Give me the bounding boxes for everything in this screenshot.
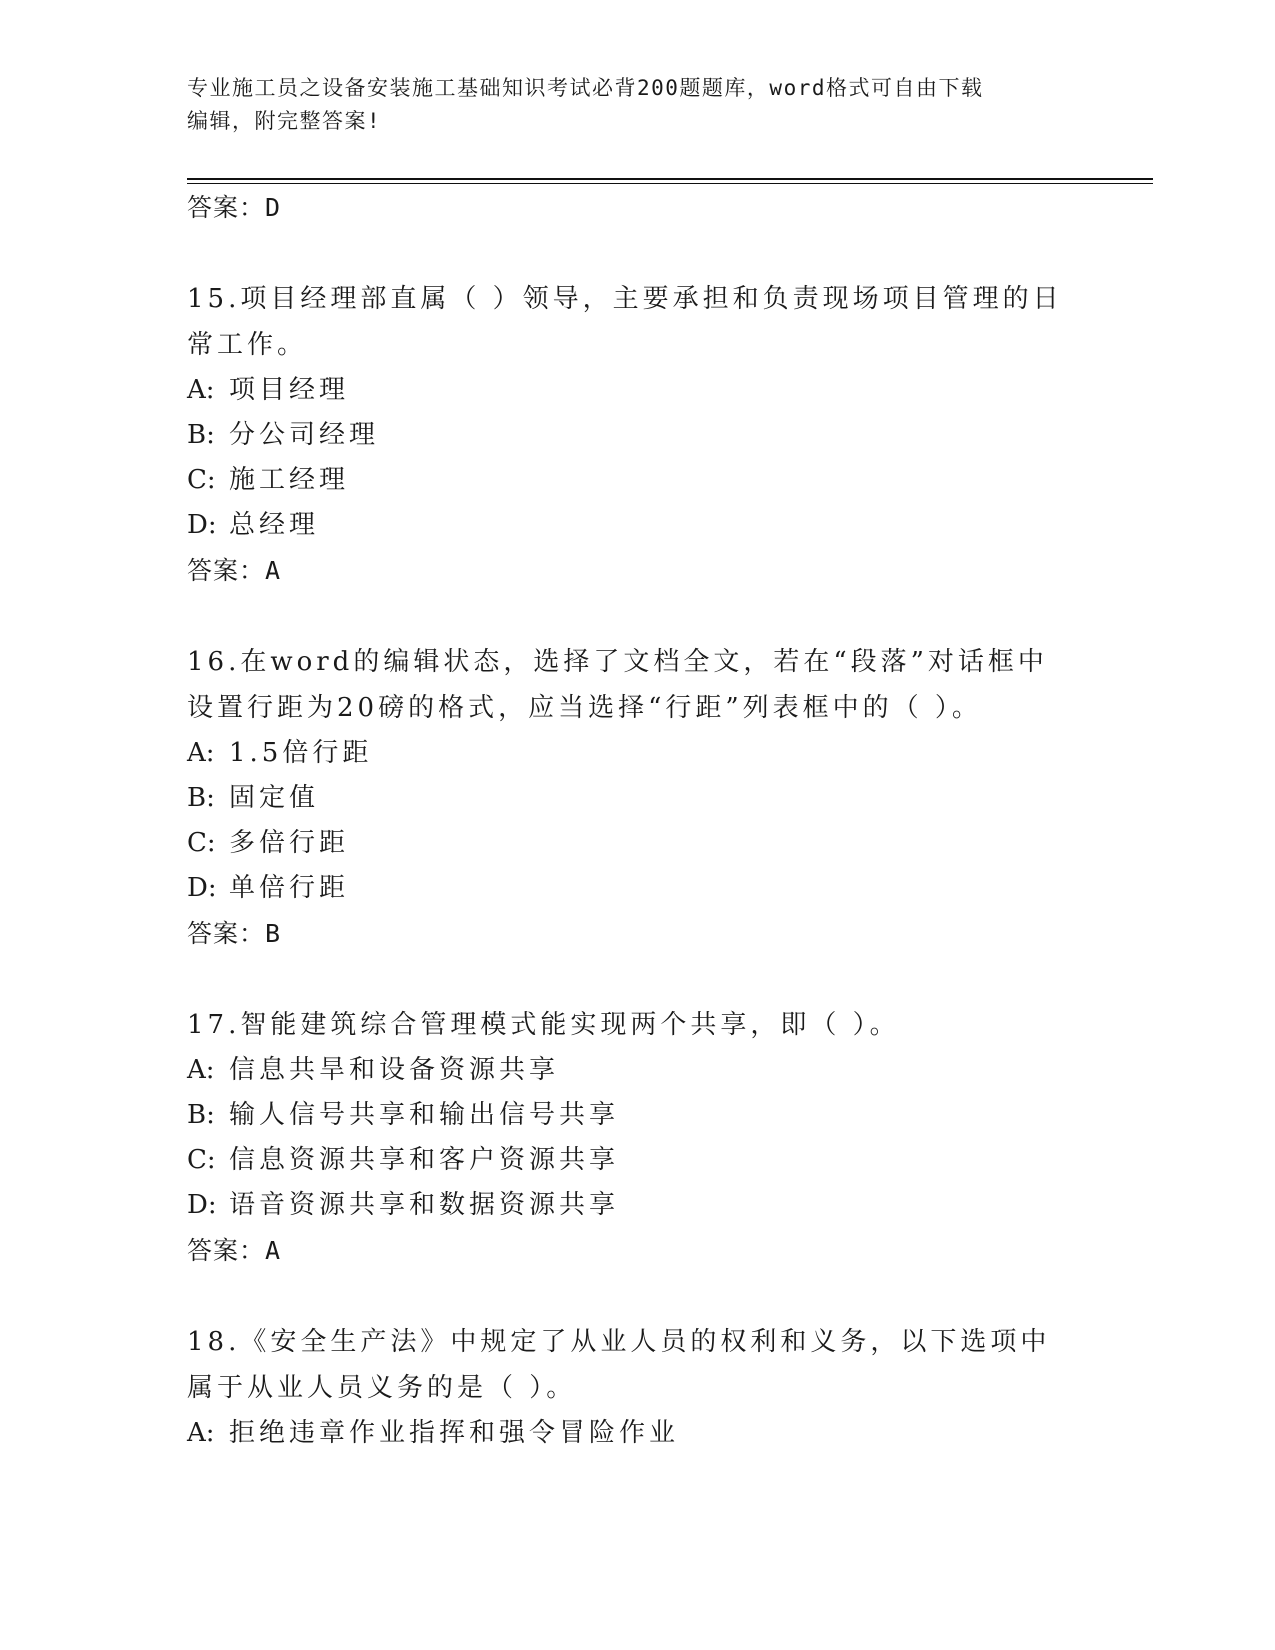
option-text: 信息资源共享和客户资源共享 <box>229 1145 620 1175</box>
answer-line <box>187 1228 1087 1274</box>
answer-line <box>187 548 1087 594</box>
option-text: 施工经理 <box>229 465 350 495</box>
option-letter: A: <box>187 375 215 405</box>
option-text: 多倍行距 <box>229 828 350 858</box>
option-letter: A: <box>187 738 215 768</box>
option-item <box>187 413 1087 458</box>
answer-label: 答案： <box>187 556 266 585</box>
option-item <box>187 1093 1087 1138</box>
option-text: 1.5倍行距 <box>229 738 373 768</box>
option-item <box>187 1183 1087 1228</box>
document-header <box>187 72 1087 138</box>
option-letter: D: <box>187 873 217 903</box>
question-text: 16.在word的编辑状态，选择了文档全文，若在“段落”对话框中设置行距为20磅的格式，应当选择“行距”列表框中的（ ）。 <box>187 647 1048 723</box>
header-line-2: 编辑，附完整答案! <box>187 109 382 133</box>
option-item <box>187 1138 1087 1183</box>
option-letter: C: <box>187 828 216 858</box>
question-text: 18.《安全生产法》中规定了从业人员的权利和义务，以下选项中属于从业人员义务的是（ ）。 <box>187 1327 1051 1403</box>
answer-label: 答案： <box>187 1236 266 1265</box>
option-letter: C: <box>187 465 216 495</box>
option-letter: D: <box>187 510 217 540</box>
option-item <box>187 1048 1087 1093</box>
question-content <box>187 185 1087 1456</box>
option-item <box>187 458 1087 503</box>
answer-key: A <box>265 556 282 585</box>
option-letter: A: <box>187 1055 215 1085</box>
header-rule-thin <box>187 183 1153 184</box>
option-item <box>187 731 1087 776</box>
option-letter: B: <box>187 783 215 813</box>
option-text: 语音资源共享和数据资源共享 <box>229 1190 620 1220</box>
answer-line <box>187 911 1087 957</box>
header-line-1: 专业施工员之设备安装施工基础知识考试必背200题题库，word格式可自由下载 <box>187 76 984 100</box>
option-item <box>187 776 1087 821</box>
header-rule-thick <box>187 178 1153 180</box>
answer-line <box>187 185 1087 231</box>
option-text: 项目经理 <box>229 375 350 405</box>
option-text: 总经理 <box>229 510 320 540</box>
answer-label: 答案： <box>187 919 266 948</box>
option-letter: B: <box>187 1100 215 1130</box>
question-text: 15.项目经理部直属（ ）领导，主要承担和负责现场项目管理的日常工作。 <box>187 284 1063 360</box>
option-item <box>187 368 1087 413</box>
option-item <box>187 866 1087 911</box>
answer-key: A <box>265 1236 282 1265</box>
answer-key: D <box>265 193 282 222</box>
option-letter: C: <box>187 1145 216 1175</box>
answer-label: 答案： <box>187 193 266 222</box>
option-text: 拒绝违章作业指挥和强令冒险作业 <box>229 1418 680 1448</box>
option-item <box>187 503 1087 548</box>
option-text: 分公司经理 <box>229 420 380 450</box>
option-text: 固定值 <box>229 783 320 813</box>
option-letter: D: <box>187 1190 217 1220</box>
option-text: 单倍行距 <box>229 873 350 903</box>
option-text: 输人信号共享和输出信号共享 <box>229 1100 620 1130</box>
question-text: 17.智能建筑综合管理模式能实现两个共享，即（ ）。 <box>187 1010 900 1040</box>
answer-key: B <box>265 919 282 948</box>
option-letter: B: <box>187 420 215 450</box>
option-item <box>187 1411 1087 1456</box>
option-text: 信息共旱和设备资源共享 <box>229 1055 560 1085</box>
option-letter: A: <box>187 1418 215 1448</box>
option-item <box>187 821 1087 866</box>
